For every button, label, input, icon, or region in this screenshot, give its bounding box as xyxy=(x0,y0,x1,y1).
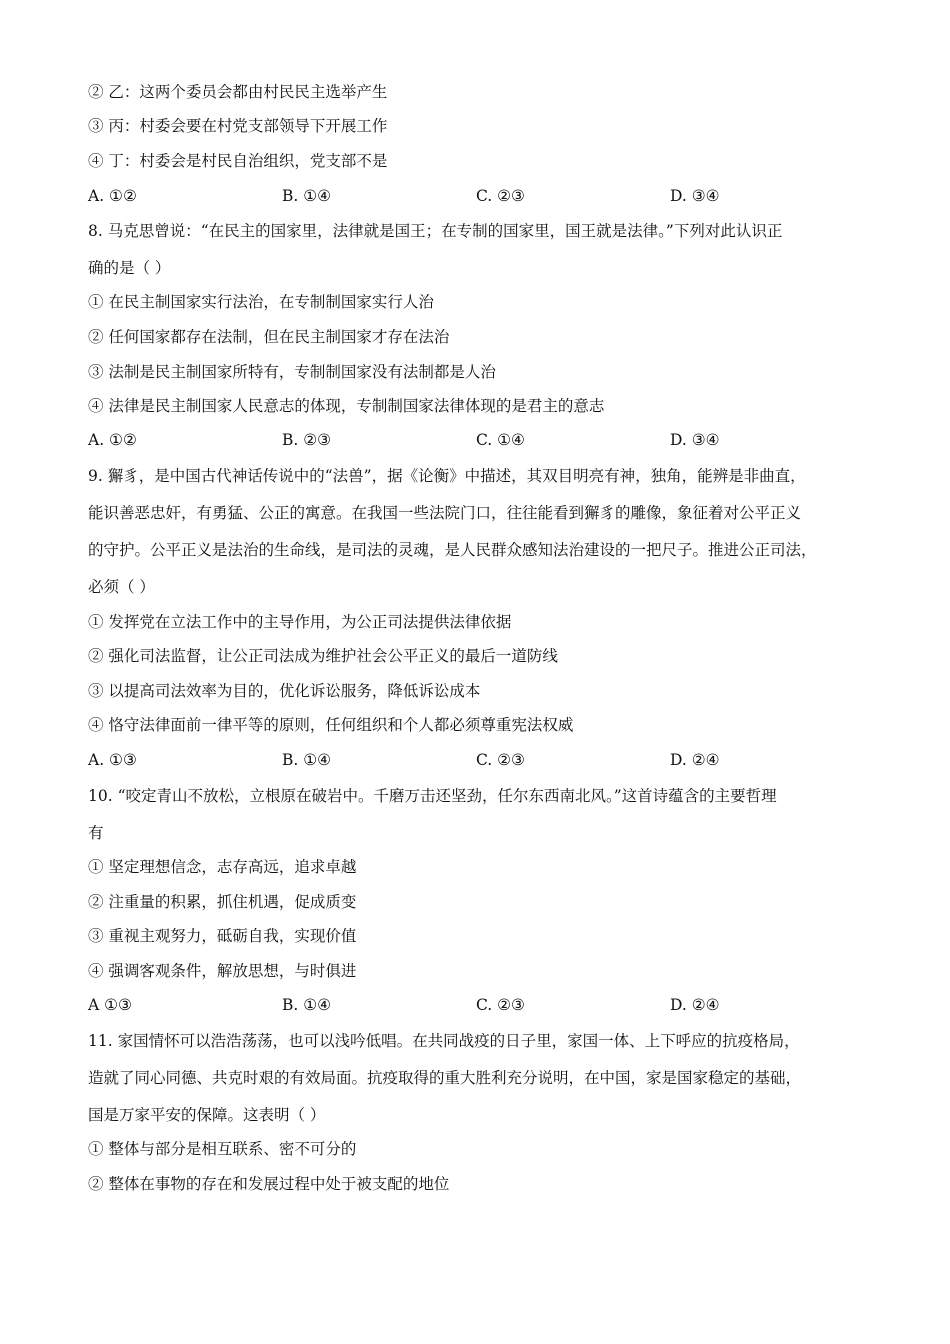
q10-item-4: ④ 强调客观条件，解放思想，与时俱进 xyxy=(88,962,357,980)
q11-item-2: ② 整体在事物的存在和发展过程中处于被支配的地位 xyxy=(88,1175,450,1193)
q10-options xyxy=(88,995,888,1015)
q9-stem-line-4: 必须（ ） xyxy=(88,578,155,596)
q10-option-a[interactable]: A ①③ xyxy=(88,996,132,1014)
q8-item-3: ③ 法制是民主制国家所特有，专制制国家没有法制都是人治 xyxy=(88,363,496,381)
q9-option-d[interactable]: D. ②④ xyxy=(670,751,720,769)
q9-option-b[interactable]: B. ①④ xyxy=(282,751,332,769)
q8-option-b[interactable]: B. ②③ xyxy=(282,431,332,449)
q10-option-d[interactable]: D. ②④ xyxy=(670,996,720,1014)
q9-option-c[interactable]: C. ②③ xyxy=(476,751,525,769)
q11-stem-line-2: 造就了同心同德、共克时艰的有效局面。抗疫取得的重大胜利充分说明，在中国，家是国家稳定的基础， xyxy=(88,1069,802,1087)
q9-item-1: ① 发挥党在立法工作中的主导作用，为公正司法提供法律依据 xyxy=(88,613,512,631)
q7-option-c[interactable]: C. ②③ xyxy=(476,187,525,205)
q8-item-2: ② 任何国家都存在法制，但在民主制国家才存在法治 xyxy=(88,328,450,346)
q7-option-a[interactable]: A. ①② xyxy=(88,187,137,205)
q8-item-4: ④ 法律是民主制国家人民意志的体现，专制制国家法律体现的是君主的意志 xyxy=(88,397,605,415)
q8-option-c[interactable]: C. ①④ xyxy=(476,431,525,449)
q7-option-b[interactable]: B. ①④ xyxy=(282,187,332,205)
q10-option-b[interactable]: B. ①④ xyxy=(282,996,332,1014)
q9-option-a[interactable]: A. ①③ xyxy=(88,751,137,769)
q9-stem-line-1: 9. 獬豸，是中国古代神话传说中的“法兽”，据《论衡》中描述，其双目明亮有神，独角，能辨是非曲直， xyxy=(88,467,806,485)
q10-stem-line-2: 有 xyxy=(88,824,104,842)
q7-item-3: ③ 丙：村委会要在村党支部领导下开展工作 xyxy=(88,117,388,135)
q8-item-1: ① 在民主制国家实行法治，在专制制国家实行人治 xyxy=(88,293,434,311)
q9-item-3: ③ 以提高司法效率为目的，优化诉讼服务，降低诉讼成本 xyxy=(88,682,481,700)
q8-options xyxy=(88,430,888,450)
q9-stem-line-2: 能识善恶忠奸，有勇猛、公正的寓意。在我国一些法院门口，往往能看到獬豸的雕像，象征着对公平正义 xyxy=(88,504,802,522)
q10-item-3: ③ 重视主观努力，砥砺自我，实现价值 xyxy=(88,927,357,945)
q10-item-2: ② 注重量的积累，抓住机遇，促成质变 xyxy=(88,893,357,911)
q8-option-a[interactable]: A. ①② xyxy=(88,431,137,449)
q7-options xyxy=(88,186,888,206)
q9-stem-line-3: 的守护。公平正义是法治的生命线，是司法的灵魂，是人民群众感知法治建设的一把尺子。推进公正司法， xyxy=(88,541,817,559)
q11-stem-line-1: 11. 家国情怀可以浩浩荡荡，也可以浅吟低唱。在共同战疫的日子里，家国一体、上下呼应的抗疫格局， xyxy=(88,1032,800,1050)
q11-item-1: ① 整体与部分是相互联系、密不可分的 xyxy=(88,1140,357,1158)
q8-stem-line-2: 确的是（ ） xyxy=(88,259,171,277)
q7-item-4: ④ 丁：村委会是村民自治组织，党支部不是 xyxy=(88,152,388,170)
q10-option-c[interactable]: C. ②③ xyxy=(476,996,525,1014)
q10-item-1: ① 坚定理想信念，志存高远，追求卓越 xyxy=(88,858,357,876)
q9-item-2: ② 强化司法监督，让公正司法成为维护社会公平正义的最后一道防线 xyxy=(88,647,558,665)
q8-stem-line-1: 8. 马克思曾说：“在民主的国家里，法律就是国王；在专制的国家里，国王就是法律。”下列对此认识正 xyxy=(88,222,783,240)
q9-options xyxy=(88,750,888,770)
q11-stem-line-3: 国是万家平安的保障。这表明（ ） xyxy=(88,1106,326,1124)
q8-option-d[interactable]: D. ③④ xyxy=(670,431,720,449)
q7-option-d[interactable]: D. ③④ xyxy=(670,187,720,205)
q10-stem-line-1: 10. “咬定青山不放松，立根原在破岩中。千磨万击还坚劲，任尔东西南北风。”这首诗蕴含的主要哲理 xyxy=(88,787,777,805)
q7-item-2: ② 乙：这两个委员会都由村民民主选举产生 xyxy=(88,83,388,101)
q9-item-4: ④ 恪守法律面前一律平等的原则，任何组织和个人都必须尊重宪法权威 xyxy=(88,716,574,734)
